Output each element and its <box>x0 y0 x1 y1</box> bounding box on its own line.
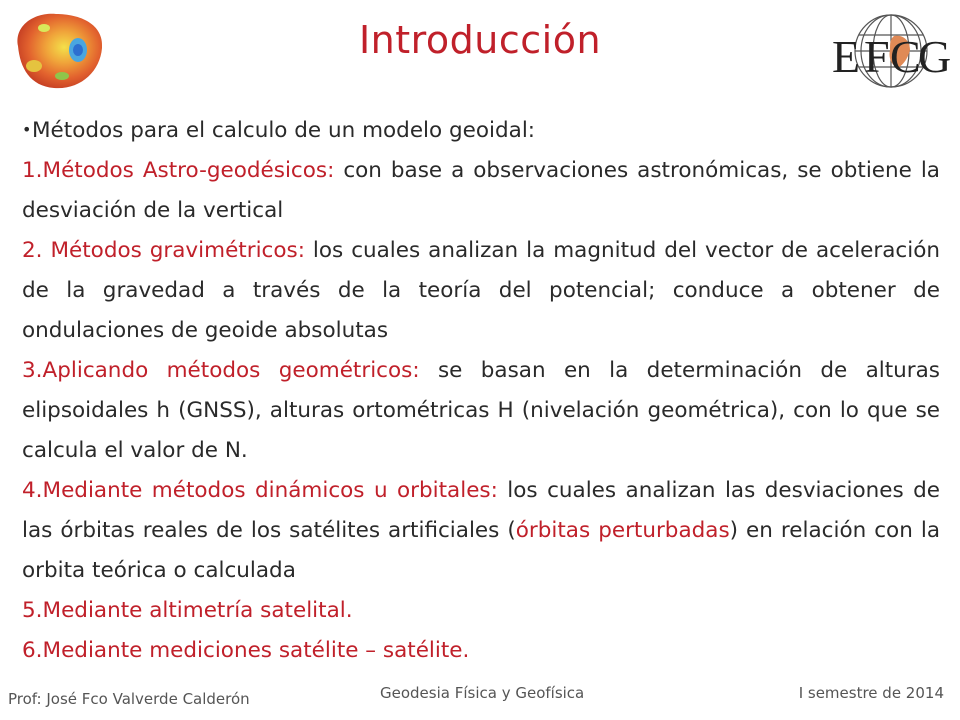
svg-text:C: C <box>890 31 921 82</box>
footer-semester: I semestre de 2014 <box>798 684 944 702</box>
list-item <box>22 631 940 671</box>
list-item <box>22 151 940 231</box>
item-highlight: órbitas perturbadas <box>515 518 730 543</box>
list-item <box>22 591 940 631</box>
list-item <box>22 351 940 471</box>
bullet-icon: • <box>22 120 32 139</box>
item-text: los cuales analizan las desviaciones de las órbitas reales de los satélites artificiales ( <box>22 478 941 543</box>
item-text: ) en relación con la orbita teórica o calculada <box>22 518 940 583</box>
item-label: 2. Métodos gravimétricos: <box>22 238 305 263</box>
footer-author: Prof: José Fco Valverde Calderón <box>8 690 250 708</box>
list-item <box>22 471 940 591</box>
item-text: los cuales analizan la magnitud del vector de aceleración de la gravedad a través de la teoría del potencial; conduce a obtener de ondulaciones de geoide absolutas <box>22 238 940 343</box>
svg-text:F: F <box>864 31 890 82</box>
footer-course: Geodesia Física y Geofísica <box>380 684 585 702</box>
list-item <box>22 231 940 351</box>
intro-line <box>22 110 940 151</box>
item-text: con base a observaciones astronómicas, se obtiene la desviación de la vertical <box>22 158 940 223</box>
item-label: 3.Aplicando métodos geométricos: <box>22 358 420 383</box>
slide-title: Introducción <box>358 18 602 62</box>
slide-body <box>22 110 940 671</box>
item-label: 4.Mediante métodos dinámicos u orbitales: <box>22 478 498 503</box>
item-text: se basan en la determinación de alturas elipsoidales h (GNSS), alturas ortométricas H (nivelación geométrica), con lo que se calcula el valor de N. <box>22 358 940 463</box>
item-label: 6.Mediante mediciones satélite – satélite. <box>22 638 470 663</box>
svg-text:E: E <box>832 31 861 82</box>
item-label: 5.Mediante altimetría satelital. <box>22 598 353 623</box>
intro-text: Métodos para el calculo de un modelo geoidal: <box>32 118 536 143</box>
item-label: 1.Métodos Astro-geodésicos: <box>22 158 335 183</box>
svg-text:G: G <box>918 31 952 82</box>
